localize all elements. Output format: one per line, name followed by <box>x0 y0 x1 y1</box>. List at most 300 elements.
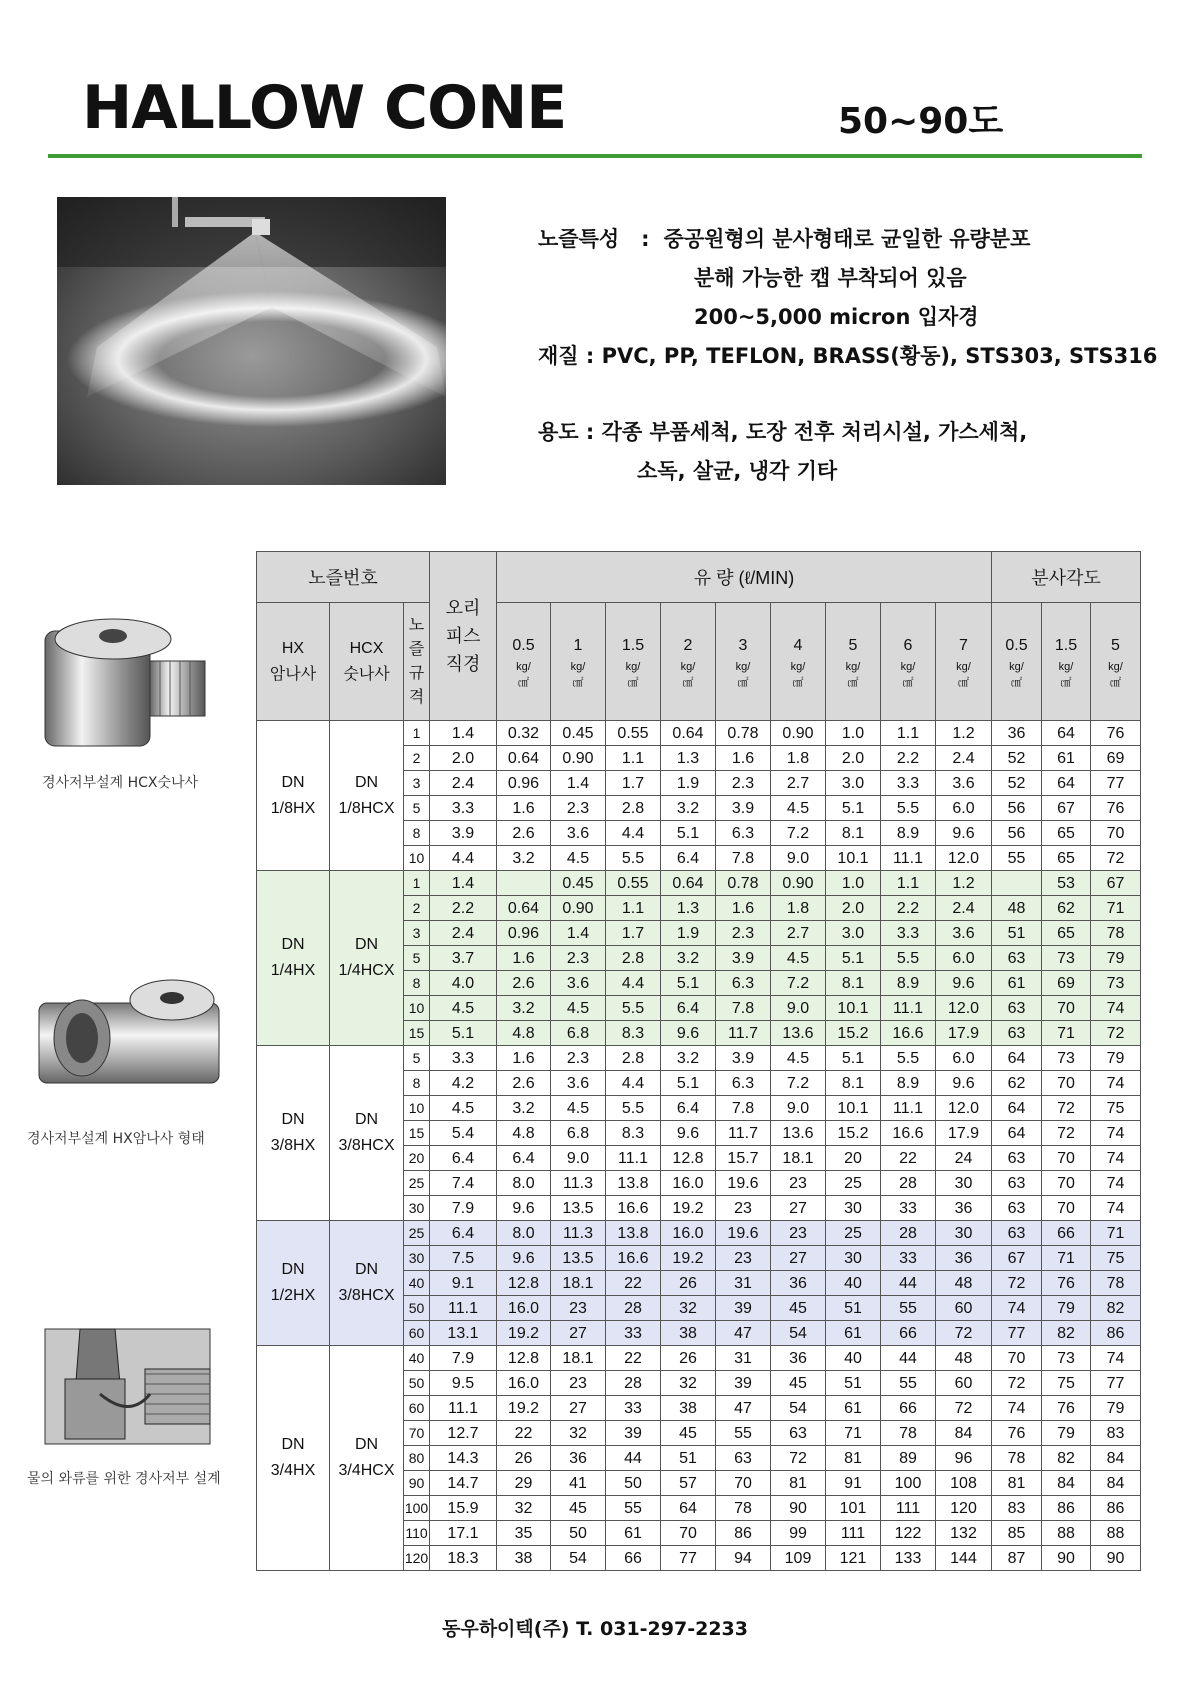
flow-cell: 17.9 <box>936 1121 992 1146</box>
group-hx-size: DN 3/8HX <box>257 1046 330 1221</box>
material-line: 재질 : PVC, PP, TEFLON, BRASS(황동), STS303, STS316 <box>538 344 1158 368</box>
flow-cell: 50 <box>606 1471 661 1496</box>
angle-cell: 78 <box>1091 921 1141 946</box>
flow-cell: 3.2 <box>661 946 716 971</box>
angle-cell: 74 <box>992 1296 1042 1321</box>
flow-cell: 28 <box>606 1371 661 1396</box>
header-angle-pressure <box>992 603 1042 721</box>
flow-cell: 3.0 <box>826 771 881 796</box>
flow-cell: 9.6 <box>497 1196 551 1221</box>
pressure-unit: kg/ ㎠ <box>625 660 641 689</box>
flow-cell: 6.0 <box>936 1046 992 1071</box>
flow-cell: 18.1 <box>771 1146 826 1171</box>
flow-cell: 18.1 <box>551 1346 606 1371</box>
angle-cell: 81 <box>992 1471 1042 1496</box>
angle-cell: 70 <box>1042 1171 1091 1196</box>
angle-cell: 87 <box>992 1546 1042 1571</box>
nozzle-size-cell: 50 <box>404 1371 430 1396</box>
flow-cell: 3.0 <box>826 921 881 946</box>
flow-cell: 9.6 <box>936 971 992 996</box>
orifice-cell: 5.1 <box>430 1021 497 1046</box>
flow-cell: 6.0 <box>936 796 992 821</box>
pressure-unit: kg/ ㎠ <box>1058 660 1074 689</box>
flow-cell: 109 <box>771 1546 826 1571</box>
angle-cell: 79 <box>1042 1421 1091 1446</box>
flow-cell: 45 <box>771 1296 826 1321</box>
angle-cell: 63 <box>992 996 1042 1021</box>
angle-cell <box>992 871 1042 896</box>
pressure-value: 5 <box>848 636 858 654</box>
flow-cell: 19.6 <box>716 1171 771 1196</box>
flow-cell: 4.8 <box>497 1121 551 1146</box>
header-angle-pressure <box>1042 603 1091 721</box>
page-title: HALLOW CONE <box>82 73 567 143</box>
flow-cell: 16.6 <box>606 1196 661 1221</box>
flow-cell: 23 <box>716 1246 771 1271</box>
flow-cell: 3.2 <box>661 1046 716 1071</box>
flow-cell: 1.1 <box>606 896 661 921</box>
flow-cell: 12.0 <box>936 1096 992 1121</box>
flow-cell: 3.9 <box>716 796 771 821</box>
flow-cell: 7.8 <box>716 1096 771 1121</box>
nozzle-size-cell: 5 <box>404 796 430 821</box>
flow-cell: 72 <box>936 1396 992 1421</box>
header-flow-pressure <box>936 603 992 721</box>
header-nozzle-number: 노즐번호 <box>257 552 430 603</box>
flow-cell: 32 <box>661 1371 716 1396</box>
angle-cell: 76 <box>1091 721 1141 746</box>
header-flow-pressure <box>716 603 771 721</box>
flow-cell: 8.1 <box>826 821 881 846</box>
flow-cell: 4.5 <box>771 946 826 971</box>
header-flow-pressure <box>826 603 881 721</box>
orifice-cell: 11.1 <box>430 1296 497 1321</box>
angle-cell: 67 <box>1091 871 1141 896</box>
flow-cell: 13.6 <box>771 1021 826 1046</box>
flow-cell: 1.4 <box>551 921 606 946</box>
flow-cell: 6.3 <box>716 1071 771 1096</box>
angle-cell: 76 <box>992 1421 1042 1446</box>
flow-cell: 1.3 <box>661 896 716 921</box>
table-row <box>257 1046 1141 1071</box>
angle-cell: 82 <box>1091 1296 1141 1321</box>
flow-cell: 39 <box>716 1371 771 1396</box>
flow-cell: 23 <box>551 1296 606 1321</box>
angle-cell: 65 <box>1042 921 1091 946</box>
orifice-cell: 7.9 <box>430 1346 497 1371</box>
flow-cell: 3.2 <box>497 996 551 1021</box>
spray-photo <box>57 197 446 485</box>
orifice-cell: 13.1 <box>430 1321 497 1346</box>
flow-cell: 55 <box>881 1371 936 1396</box>
flow-cell: 1.6 <box>716 896 771 921</box>
hx-female-thread-nozzle-image <box>37 978 222 1088</box>
flow-cell: 81 <box>826 1446 881 1471</box>
flow-cell: 9.6 <box>936 1071 992 1096</box>
flow-cell: 35 <box>497 1521 551 1546</box>
nozzle-size-cell: 20 <box>404 1146 430 1171</box>
flow-cell: 33 <box>606 1396 661 1421</box>
pressure-unit: kg/ ㎠ <box>956 660 971 689</box>
orifice-cell: 6.4 <box>430 1146 497 1171</box>
flow-cell: 48 <box>936 1346 992 1371</box>
angle-cell: 86 <box>1091 1321 1141 1346</box>
angle-cell: 82 <box>1042 1321 1091 1346</box>
angle-cell: 83 <box>992 1496 1042 1521</box>
flow-cell: 11.1 <box>606 1146 661 1171</box>
orifice-cell: 2.4 <box>430 921 497 946</box>
flow-cell: 9.6 <box>661 1021 716 1046</box>
group-hcx-size: DN 1/8HCX <box>330 721 404 871</box>
angle-cell: 77 <box>992 1321 1042 1346</box>
flow-cell: 2.0 <box>826 746 881 771</box>
nozzle-size-cell: 2 <box>404 746 430 771</box>
orifice-cell: 4.0 <box>430 971 497 996</box>
angle-cell: 85 <box>992 1521 1042 1546</box>
angle-cell: 70 <box>1042 1146 1091 1171</box>
pressure-unit: kg/ ㎠ <box>1108 660 1123 689</box>
angle-cell: 64 <box>992 1046 1042 1071</box>
flow-cell: 63 <box>771 1421 826 1446</box>
angle-cell: 88 <box>1042 1521 1091 1546</box>
flow-cell: 39 <box>716 1296 771 1321</box>
flow-cell: 108 <box>936 1471 992 1496</box>
nozzle-size-cell: 15 <box>404 1021 430 1046</box>
pressure-value: 4 <box>793 636 803 654</box>
flow-cell: 91 <box>826 1471 881 1496</box>
flow-cell: 1.1 <box>606 746 661 771</box>
angle-cell: 70 <box>992 1346 1042 1371</box>
usage-line-2: 소독, 살균, 냉각 기타 <box>637 459 838 483</box>
angle-cell: 72 <box>1042 1121 1091 1146</box>
flow-cell: 57 <box>661 1471 716 1496</box>
flow-cell: 12.0 <box>936 996 992 1021</box>
flow-cell: 3.9 <box>716 1046 771 1071</box>
flow-cell: 51 <box>661 1446 716 1471</box>
flow-cell: 78 <box>881 1421 936 1446</box>
flow-cell: 1.6 <box>716 746 771 771</box>
flow-cell: 70 <box>716 1471 771 1496</box>
flow-cell: 132 <box>936 1521 992 1546</box>
flow-cell: 1.2 <box>936 721 992 746</box>
flow-cell <box>497 871 551 896</box>
flow-cell: 9.0 <box>771 996 826 1021</box>
angle-cell: 72 <box>992 1271 1042 1296</box>
flow-cell: 47 <box>716 1321 771 1346</box>
header-flow-pressure <box>551 603 606 721</box>
angle-cell: 77 <box>1091 771 1141 796</box>
flow-cell: 55 <box>716 1421 771 1446</box>
header-orifice-diameter: 오리 피스 직경 <box>430 552 497 721</box>
flow-cell: 1.3 <box>661 746 716 771</box>
flow-cell: 19.2 <box>497 1396 551 1421</box>
flow-cell: 1.6 <box>497 1046 551 1071</box>
table-row <box>257 871 1141 896</box>
orifice-cell: 15.9 <box>430 1496 497 1521</box>
group-hcx-size: DN 3/8HCX <box>330 1046 404 1221</box>
angle-cell: 72 <box>992 1371 1042 1396</box>
flow-cell: 72 <box>936 1321 992 1346</box>
flow-cell: 77 <box>661 1546 716 1571</box>
angle-cell: 62 <box>992 1071 1042 1096</box>
flow-cell: 16.0 <box>661 1221 716 1246</box>
flow-cell: 2.6 <box>497 971 551 996</box>
flow-cell: 11.7 <box>716 1121 771 1146</box>
flow-cell: 10.1 <box>826 1096 881 1121</box>
flow-cell: 89 <box>881 1446 936 1471</box>
nozzle-size-cell: 10 <box>404 1096 430 1121</box>
company-contact: 동우하이텍(주) T. 031-297-2233 <box>442 1618 748 1640</box>
flow-cell: 15.2 <box>826 1121 881 1146</box>
flow-cell: 4.8 <box>497 1021 551 1046</box>
pressure-value: 1.5 <box>1054 636 1078 654</box>
flow-cell: 1.0 <box>826 721 881 746</box>
flow-cell: 38 <box>661 1396 716 1421</box>
orifice-cell: 18.3 <box>430 1546 497 1571</box>
flow-cell: 3.6 <box>936 921 992 946</box>
angle-cell: 74 <box>1091 996 1141 1021</box>
header-flow-pressure <box>771 603 826 721</box>
flow-cell: 51 <box>826 1371 881 1396</box>
header-flow-pressure <box>881 603 936 721</box>
nozzle-size-cell: 70 <box>404 1421 430 1446</box>
flow-cell: 33 <box>606 1321 661 1346</box>
nozzle-size-cell: 10 <box>404 996 430 1021</box>
flow-cell: 2.0 <box>826 896 881 921</box>
orifice-cell: 9.1 <box>430 1271 497 1296</box>
pressure-value: 0.5 <box>512 636 535 654</box>
flow-cell: 47 <box>716 1396 771 1421</box>
flow-cell: 72 <box>771 1446 826 1471</box>
header-flow-pressure <box>661 603 716 721</box>
flow-cell: 27 <box>551 1396 606 1421</box>
orifice-cell: 14.7 <box>430 1471 497 1496</box>
pressure-value: 3 <box>738 636 748 654</box>
nozzle-size-cell: 110 <box>404 1521 430 1546</box>
flow-cell: 7.2 <box>771 1071 826 1096</box>
orifice-cell: 4.5 <box>430 1096 497 1121</box>
flow-cell: 26 <box>661 1346 716 1371</box>
flow-cell: 24 <box>936 1146 992 1171</box>
angle-cell: 73 <box>1042 946 1091 971</box>
angle-cell: 61 <box>1042 746 1091 771</box>
flow-cell: 12.8 <box>661 1146 716 1171</box>
angle-cell: 74 <box>1091 1196 1141 1221</box>
flow-cell: 31 <box>716 1346 771 1371</box>
nozzle-size-cell: 90 <box>404 1471 430 1496</box>
flow-cell: 15.7 <box>716 1146 771 1171</box>
feature-label: 노즐특성 <box>538 227 620 251</box>
pressure-value: 2 <box>683 636 693 654</box>
flow-cell: 25 <box>826 1221 881 1246</box>
flow-cell: 4.5 <box>771 796 826 821</box>
flow-cell: 7.2 <box>771 971 826 996</box>
flow-cell: 12.8 <box>497 1346 551 1371</box>
flow-cell: 22 <box>606 1346 661 1371</box>
header-flow-pressure <box>497 603 551 721</box>
flow-cell: 2.7 <box>771 921 826 946</box>
angle-cell: 69 <box>1042 971 1091 996</box>
nozzle-size-cell: 1 <box>404 871 430 896</box>
orifice-cell: 7.5 <box>430 1246 497 1271</box>
angle-cell: 88 <box>1091 1521 1141 1546</box>
angle-cell: 72 <box>1042 1096 1091 1121</box>
angle-cell: 76 <box>1042 1271 1091 1296</box>
flow-cell: 2.3 <box>551 946 606 971</box>
usage-line-1: 용도 : 각종 부품세척, 도장 전후 처리시설, 가스세척, <box>538 420 1028 444</box>
flow-cell: 1.6 <box>497 946 551 971</box>
angle-cell: 74 <box>1091 1146 1141 1171</box>
flow-cell: 31 <box>716 1271 771 1296</box>
angle-cell: 79 <box>1091 1046 1141 1071</box>
angle-cell: 52 <box>992 771 1042 796</box>
flow-cell: 1.7 <box>606 921 661 946</box>
flow-cell: 19.2 <box>497 1321 551 1346</box>
orifice-cell: 3.3 <box>430 1046 497 1071</box>
orifice-cell: 3.7 <box>430 946 497 971</box>
caption-hx-nozzle: 경사저부설계 HX암나사 형태 <box>27 1131 205 1147</box>
orifice-cell: 1.4 <box>430 871 497 896</box>
flow-cell: 7.8 <box>716 996 771 1021</box>
pressure-unit: kg/ ㎠ <box>680 660 696 689</box>
flow-cell: 11.7 <box>716 1021 771 1046</box>
angle-cell: 52 <box>992 746 1042 771</box>
flow-cell: 5.1 <box>661 1071 716 1096</box>
flow-cell: 39 <box>606 1421 661 1446</box>
flow-cell: 13.5 <box>551 1196 606 1221</box>
flow-cell: 144 <box>936 1546 992 1571</box>
pressure-value: 1.5 <box>621 636 645 654</box>
angle-cell: 63 <box>992 1221 1042 1246</box>
flow-cell: 16.0 <box>661 1171 716 1196</box>
angle-cell: 78 <box>1091 1271 1141 1296</box>
flow-cell: 32 <box>497 1496 551 1521</box>
angle-cell: 74 <box>992 1396 1042 1421</box>
flow-cell: 2.4 <box>936 746 992 771</box>
flow-cell: 4.5 <box>551 846 606 871</box>
flow-cell: 36 <box>771 1271 826 1296</box>
flow-cell: 55 <box>606 1496 661 1521</box>
angle-cell: 71 <box>1042 1021 1091 1046</box>
angle-cell: 63 <box>992 1171 1042 1196</box>
flow-cell: 60 <box>936 1371 992 1396</box>
flow-cell: 86 <box>716 1521 771 1546</box>
flow-cell: 30 <box>936 1171 992 1196</box>
flow-cell: 45 <box>661 1421 716 1446</box>
flow-cell: 0.64 <box>661 721 716 746</box>
angle-cell: 84 <box>1091 1446 1141 1471</box>
flow-cell: 8.9 <box>881 821 936 846</box>
flow-cell: 4.5 <box>551 1096 606 1121</box>
angle-cell: 71 <box>1042 1246 1091 1271</box>
flow-cell: 40 <box>826 1271 881 1296</box>
angle-cell: 64 <box>992 1096 1042 1121</box>
angle-cell: 86 <box>1091 1496 1141 1521</box>
header-flow-pressure <box>606 603 661 721</box>
angle-cell: 64 <box>1042 771 1091 796</box>
angle-cell: 90 <box>1042 1546 1091 1571</box>
angle-cell: 70 <box>1091 821 1141 846</box>
flow-cell: 38 <box>661 1321 716 1346</box>
flow-cell: 1.7 <box>606 771 661 796</box>
hcx-male-thread-nozzle-image <box>35 611 220 751</box>
angle-cell: 74 <box>1091 1071 1141 1096</box>
flow-cell: 8.9 <box>881 971 936 996</box>
group-hcx-size: DN 1/4HCX <box>330 871 404 1046</box>
nozzle-spec-table <box>256 551 1141 1571</box>
flow-cell: 16.6 <box>606 1246 661 1271</box>
angle-cell: 73 <box>1091 971 1141 996</box>
angle-cell: 70 <box>1042 996 1091 1021</box>
flow-cell: 0.90 <box>771 721 826 746</box>
flow-cell: 8.3 <box>606 1021 661 1046</box>
flow-cell: 111 <box>881 1496 936 1521</box>
flow-cell: 0.55 <box>606 721 661 746</box>
flow-cell: 2.8 <box>606 946 661 971</box>
angle-cell: 48 <box>992 896 1042 921</box>
flow-cell: 0.90 <box>551 746 606 771</box>
angle-cell: 64 <box>1042 721 1091 746</box>
flow-cell: 28 <box>606 1296 661 1321</box>
pressure-unit: kg/ ㎠ <box>516 660 531 689</box>
nozzle-size-cell: 5 <box>404 946 430 971</box>
nozzle-cross-section-image <box>40 1324 215 1449</box>
angle-cell: 56 <box>992 796 1042 821</box>
flow-cell: 66 <box>606 1546 661 1571</box>
angle-cell: 73 <box>1042 1046 1091 1071</box>
angle-cell: 66 <box>1042 1221 1091 1246</box>
flow-cell: 54 <box>771 1321 826 1346</box>
flow-cell: 26 <box>661 1271 716 1296</box>
flow-cell: 27 <box>551 1321 606 1346</box>
flow-cell: 5.5 <box>606 846 661 871</box>
flow-cell: 5.1 <box>826 1046 881 1071</box>
flow-cell: 61 <box>826 1396 881 1421</box>
flow-cell: 3.6 <box>551 971 606 996</box>
flow-cell: 11.1 <box>881 996 936 1021</box>
flow-cell: 4.4 <box>606 971 661 996</box>
nozzle-size-cell: 8 <box>404 1071 430 1096</box>
flow-cell: 3.6 <box>936 771 992 796</box>
flow-cell: 1.1 <box>881 721 936 746</box>
flow-cell: 32 <box>551 1421 606 1446</box>
angle-cell: 64 <box>992 1121 1042 1146</box>
flow-cell: 5.5 <box>606 996 661 1021</box>
flow-cell: 2.3 <box>551 796 606 821</box>
flow-cell: 2.6 <box>497 821 551 846</box>
flow-cell: 44 <box>881 1346 936 1371</box>
orifice-cell: 4.2 <box>430 1071 497 1096</box>
flow-cell: 20 <box>826 1146 881 1171</box>
flow-cell: 11.1 <box>881 1096 936 1121</box>
caption-hcx-nozzle: 경사저부설계 HCX숫나사 <box>42 775 199 791</box>
flow-cell: 0.55 <box>606 871 661 896</box>
flow-cell: 1.2 <box>936 871 992 896</box>
header-size: 노 즐 규 격 <box>404 603 430 721</box>
flow-cell: 120 <box>936 1496 992 1521</box>
flow-cell: 71 <box>826 1421 881 1446</box>
angle-cell: 63 <box>992 1146 1042 1171</box>
orifice-cell: 4.5 <box>430 996 497 1021</box>
nozzle-size-cell: 100 <box>404 1496 430 1521</box>
flow-cell: 27 <box>771 1246 826 1271</box>
flow-cell: 0.32 <box>497 721 551 746</box>
flow-cell: 48 <box>936 1271 992 1296</box>
angle-cell: 63 <box>992 1196 1042 1221</box>
flow-cell: 1.4 <box>551 771 606 796</box>
flow-cell: 0.78 <box>716 871 771 896</box>
flow-cell: 27 <box>771 1196 826 1221</box>
